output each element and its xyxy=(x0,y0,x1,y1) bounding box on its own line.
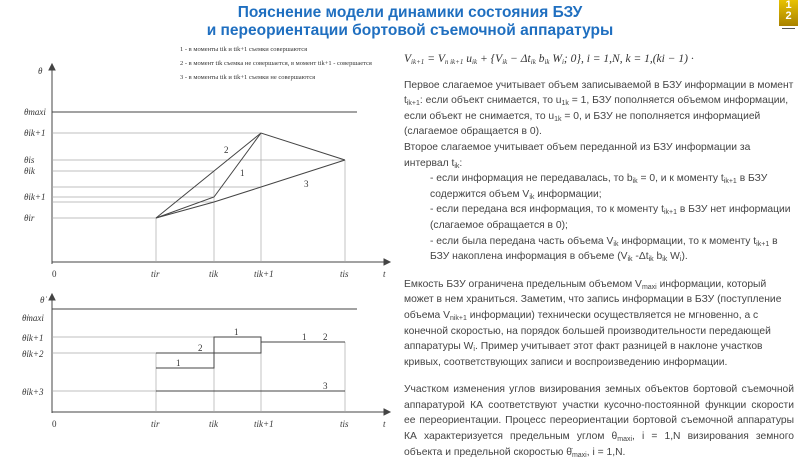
subscript: maxi xyxy=(617,436,633,444)
angle-diagram xyxy=(0,0,400,450)
paragraph xyxy=(404,234,794,265)
curve-3 xyxy=(156,160,345,218)
slide-number-badge xyxy=(779,0,798,26)
text-segment: = 1, БЗУ пополняется объемом информации, если объект не снимается, то u xyxy=(404,95,789,122)
text-segment: в БЗУ накоплена информация в объеме (V xyxy=(430,235,778,263)
subscript: ik xyxy=(530,58,536,66)
y-label: θik+1 xyxy=(24,128,46,138)
curve-label: 3 xyxy=(304,179,309,189)
subscript: ik xyxy=(632,178,638,186)
x-label: tir xyxy=(151,419,160,429)
step-label: 1 xyxy=(302,332,307,342)
badge-bottom: 2 xyxy=(785,10,792,22)
text-segment: , i = 1,N. xyxy=(586,446,626,458)
text-segment: - если информация не передавалась, то b xyxy=(430,173,633,185)
paragraph xyxy=(404,202,794,233)
origin-label: 0 xyxy=(52,419,57,429)
text-segment: Первое слагаемое учитывает объем записываемой в БЗУ информации в момент t xyxy=(404,79,794,107)
subscript: ik xyxy=(454,162,460,170)
x-label: tik xyxy=(209,269,218,279)
paragraph xyxy=(404,382,794,460)
text-segment: информации, который может в нем храниться. Заметим, что запись информации в БЗУ (поступление объема V xyxy=(404,278,782,321)
y-label: θmaxi xyxy=(24,107,46,117)
y-axis-label: θ xyxy=(38,66,43,76)
origin-label: 0 xyxy=(52,269,57,279)
subscript: nik+1 xyxy=(449,314,467,322)
paragraph xyxy=(404,171,794,202)
text-segment: . Пример учитывает этот факт разницей в наклоне участков кривых, соответствующих записи и воспроизведению информации. xyxy=(404,341,763,368)
text-segment: + {V xyxy=(477,53,503,65)
text-segment: = 0, и к моменту t xyxy=(637,173,724,185)
y-label: θir xyxy=(24,213,35,223)
y-label: θis xyxy=(24,155,35,165)
text-segment: Емкость БЗУ ограничена предельным объемом V xyxy=(404,278,642,290)
subscript: i xyxy=(473,346,475,354)
subscript: ik+1 xyxy=(406,100,420,108)
y-axis-label: θ̇ xyxy=(40,295,45,305)
legend-item-3: 3 - в моменты tik и tik+1 съемки не совершаются xyxy=(180,74,316,81)
x-label: tis xyxy=(340,419,349,429)
subscript: i xyxy=(561,58,564,66)
title-line-2: и переориентации бортовой съемочной аппаратуры xyxy=(206,22,614,39)
x-label: tik xyxy=(209,419,218,429)
subscript: ik+1 xyxy=(411,58,425,66)
title-line-1: Пояснение модели динамики состояния БЗУ xyxy=(237,4,583,21)
text-segment: в БЗУ нет информации (слагаемое обращается в 0); xyxy=(430,204,791,231)
text-segment: i xyxy=(661,53,665,65)
subscript: ik xyxy=(613,240,619,248)
x-axis-label: t xyxy=(383,269,386,279)
curve-2 xyxy=(156,133,345,218)
step-label: 1 xyxy=(234,327,239,337)
subscript: ik+1 xyxy=(756,240,770,248)
y-label: θ̇maxi xyxy=(22,313,44,323)
step-label: 2 xyxy=(198,343,203,353)
legend-item-2: 2 - в момент tik съемка не совершается, в момент tik+1 - совершается xyxy=(180,60,372,67)
text-segment: Участком изменения углов визирования земных объектов бортовой съемочной аппаратурой КА соответствуют участки кусочно-постоянной функции скорости ее переориентации. Процесс переориентации бортовой съемочной аппаратуры КА характеризуется предельным углом θ xyxy=(404,384,794,443)
text-segment: = V xyxy=(424,53,445,65)
y-label: θ̇ik+2 xyxy=(22,349,44,359)
storage-formula xyxy=(404,52,794,68)
y-label: θ̇ik+1 xyxy=(22,333,44,343)
subscript: ik xyxy=(544,58,550,66)
y-label: θik+1 xyxy=(24,192,46,202)
text-segment: , i = 1,N визирования земного объекта и предельной скоростью θ̇ xyxy=(404,431,794,458)
text-segment: в БЗУ содержится объем V xyxy=(430,173,768,200)
paragraph xyxy=(404,78,794,140)
x-label: tir xyxy=(151,269,160,279)
text-segment: -Δt xyxy=(632,251,649,263)
curve-label: 2 xyxy=(224,145,229,155)
x-label: tik+1 xyxy=(254,419,274,429)
text-segment: информации) технически осуществляется не мгновенно, а с конечной скоростью, на порядок большей производительности передающей аппаратуры W xyxy=(404,309,771,353)
subscript: 1k xyxy=(554,115,562,123)
step-label: 3 xyxy=(323,381,328,391)
subscript: maxi xyxy=(571,451,587,459)
text-segment: − Δt xyxy=(507,53,531,65)
paragraph xyxy=(404,140,794,171)
text-segment: W xyxy=(549,53,562,65)
explanation-text xyxy=(404,52,794,460)
subscript: ik xyxy=(529,193,535,201)
text-segment: b xyxy=(653,251,663,263)
paragraph xyxy=(404,277,794,371)
y-label: θik xyxy=(24,166,35,176)
step-curve-2 xyxy=(156,342,261,353)
subscript: ik xyxy=(648,256,654,264)
text-segment: информации, то к моменту t xyxy=(618,235,757,247)
x-label: tik+1 xyxy=(254,269,274,279)
text-segment: информации; xyxy=(534,188,602,200)
text-segment: b xyxy=(535,53,545,65)
subscript: ik xyxy=(472,58,478,66)
subscript: maxi xyxy=(641,283,657,291)
text-segment: : если объект снимается, то u xyxy=(419,95,562,107)
text-segment: − 1) · xyxy=(664,53,694,65)
step-label: 2 xyxy=(323,332,328,342)
subscript: ik xyxy=(662,256,668,264)
subscript: ik xyxy=(627,256,633,264)
x-axis-label: t xyxy=(383,419,386,429)
subscript: ik+1 xyxy=(663,209,677,217)
text-segment: ). xyxy=(681,251,688,263)
text-segment: - если передана вся информация, то к моменту t xyxy=(430,204,664,216)
step-label: 1 xyxy=(176,358,181,368)
subscript: ik+1 xyxy=(723,178,737,186)
badge-top: 1 xyxy=(785,0,792,11)
text-segment: Второе слагаемое учитывает объем переданной из БЗУ информации за интервал t xyxy=(404,141,751,169)
text-segment: - если была передана часть объема V xyxy=(430,235,614,247)
subscript: ik xyxy=(502,58,508,66)
text-segment: V xyxy=(404,53,412,65)
subscript: 1k xyxy=(561,100,569,108)
curve-label: 1 xyxy=(240,168,245,178)
subscript: i xyxy=(679,256,682,264)
text-segment: u xyxy=(463,53,473,65)
text-segment: = 0, и БЗУ не пополняется информацией (слагаемое обращается в 0). xyxy=(404,110,761,138)
subscript: n ik+1 xyxy=(444,58,464,66)
y-label: θ̇ik+3 xyxy=(22,387,44,397)
text-segment: ; 0}, i = 1,N, k = 1,(k xyxy=(563,53,662,65)
text-segment: W xyxy=(667,251,680,263)
text-segment: : xyxy=(459,157,463,169)
legend-item-1: 1 - в моменты tik и tik+1 съемки совершаются xyxy=(180,46,308,53)
x-label: tis xyxy=(340,269,349,279)
